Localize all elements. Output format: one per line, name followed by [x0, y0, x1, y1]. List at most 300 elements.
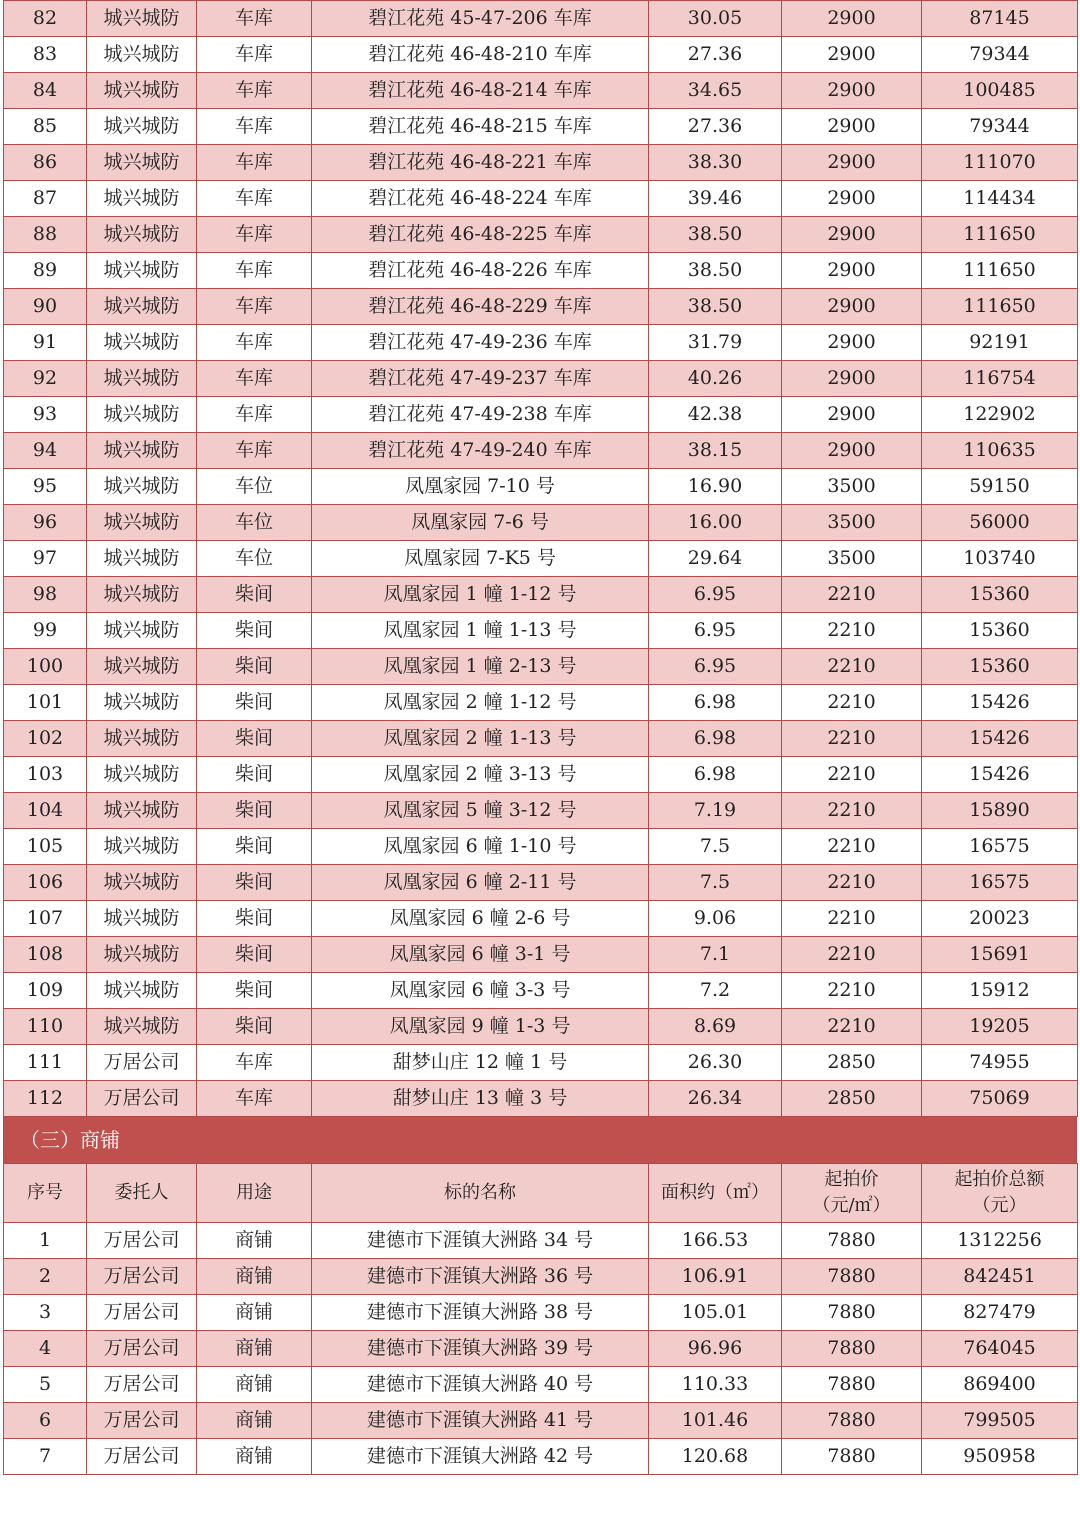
- cell-total: 19205: [922, 1009, 1078, 1045]
- cell-name: 碧江花苑 46-48-221 车库: [312, 145, 649, 181]
- cell-usage: 柴间: [197, 1009, 312, 1045]
- cell-area: 101.46: [649, 1403, 782, 1439]
- cell-total: 15426: [922, 757, 1078, 793]
- cell-price: 2210: [782, 721, 922, 757]
- table-row: [4, 937, 1078, 973]
- cell-total: 15912: [922, 973, 1078, 1009]
- table-row: [4, 1081, 1078, 1117]
- cell-name: 碧江花苑 47-49-240 车库: [312, 433, 649, 469]
- cell-index: 102: [4, 721, 87, 757]
- cell-name: 碧江花苑 46-48-224 车库: [312, 181, 649, 217]
- cell-total: 79344: [922, 109, 1078, 145]
- auction-listing: [3, 0, 1077, 1475]
- cell-total: 15426: [922, 721, 1078, 757]
- cell-price: 7880: [782, 1331, 922, 1367]
- cell-total: 56000: [922, 505, 1078, 541]
- cell-consignor: 万居公司: [87, 1081, 197, 1117]
- cell-index: 82: [4, 1, 87, 37]
- cell-index: 104: [4, 793, 87, 829]
- cell-usage: 柴间: [197, 685, 312, 721]
- cell-usage: 商铺: [197, 1259, 312, 1295]
- cell-area: 27.36: [649, 37, 782, 73]
- cell-usage: 柴间: [197, 721, 312, 757]
- cell-name: 碧江花苑 46-48-210 车库: [312, 37, 649, 73]
- cell-consignor: 城兴城防: [87, 1009, 197, 1045]
- cell-area: 7.1: [649, 937, 782, 973]
- cell-price: 2900: [782, 433, 922, 469]
- cell-consignor: 城兴城防: [87, 253, 197, 289]
- cell-total: 111650: [922, 289, 1078, 325]
- cell-area: 166.53: [649, 1223, 782, 1259]
- cell-consignor: 万居公司: [87, 1259, 197, 1295]
- cell-consignor: 城兴城防: [87, 469, 197, 505]
- cell-name: 碧江花苑 46-48-225 车库: [312, 217, 649, 253]
- cell-total: 100485: [922, 73, 1078, 109]
- cell-name: 建德市下涯镇大洲路 40 号: [312, 1367, 649, 1403]
- cell-index: 106: [4, 865, 87, 901]
- cell-total: 75069: [922, 1081, 1078, 1117]
- table-row: [4, 361, 1078, 397]
- cell-consignor: 万居公司: [87, 1403, 197, 1439]
- cell-name: 凤凰家园 6 幢 1-10 号: [312, 829, 649, 865]
- table-row: [4, 1223, 1078, 1259]
- cell-price: 2210: [782, 613, 922, 649]
- cell-area: 9.06: [649, 901, 782, 937]
- table-row: [4, 289, 1078, 325]
- cell-total: 111650: [922, 217, 1078, 253]
- cell-consignor: 城兴城防: [87, 37, 197, 73]
- cell-consignor: 城兴城防: [87, 829, 197, 865]
- cell-consignor: 城兴城防: [87, 109, 197, 145]
- table-row: [4, 325, 1078, 361]
- cell-price: 2210: [782, 793, 922, 829]
- table-row: [4, 973, 1078, 1009]
- cell-consignor: 万居公司: [87, 1223, 197, 1259]
- cell-total: 111070: [922, 145, 1078, 181]
- header-price-line2: （元/㎡）: [812, 1195, 891, 1216]
- shop-table: [3, 1163, 1078, 1475]
- cell-total: 764045: [922, 1331, 1078, 1367]
- cell-consignor: 万居公司: [87, 1367, 197, 1403]
- cell-price: 7880: [782, 1403, 922, 1439]
- cell-price: 2900: [782, 145, 922, 181]
- cell-area: 7.19: [649, 793, 782, 829]
- header-total-line1: 起拍价总额: [954, 1169, 1045, 1190]
- cell-consignor: 城兴城防: [87, 577, 197, 613]
- table-row: [4, 181, 1078, 217]
- cell-name: 凤凰家园 6 幢 2-11 号: [312, 865, 649, 901]
- cell-name: 凤凰家园 6 幢 3-1 号: [312, 937, 649, 973]
- header-index: 序号: [4, 1164, 87, 1223]
- cell-area: 110.33: [649, 1367, 782, 1403]
- cell-area: 16.00: [649, 505, 782, 541]
- table-row: [4, 1367, 1078, 1403]
- cell-total: 1312256: [922, 1223, 1078, 1259]
- cell-consignor: 城兴城防: [87, 541, 197, 577]
- cell-usage: 商铺: [197, 1439, 312, 1475]
- cell-price: 2210: [782, 829, 922, 865]
- cell-area: 27.36: [649, 109, 782, 145]
- cell-total: 103740: [922, 541, 1078, 577]
- cell-price: 2850: [782, 1081, 922, 1117]
- cell-area: 7.5: [649, 865, 782, 901]
- table-row: [4, 1259, 1078, 1295]
- cell-name: 凤凰家园 2 幢 3-13 号: [312, 757, 649, 793]
- cell-price: 2900: [782, 361, 922, 397]
- cell-name: 凤凰家园 7-K5 号: [312, 541, 649, 577]
- cell-price: 2900: [782, 397, 922, 433]
- cell-index: 105: [4, 829, 87, 865]
- cell-consignor: 城兴城防: [87, 1, 197, 37]
- cell-name: 建德市下涯镇大洲路 41 号: [312, 1403, 649, 1439]
- garage-table: [3, 0, 1078, 1117]
- cell-area: 6.98: [649, 757, 782, 793]
- cell-consignor: 城兴城防: [87, 937, 197, 973]
- cell-area: 39.46: [649, 181, 782, 217]
- cell-usage: 商铺: [197, 1367, 312, 1403]
- cell-area: 40.26: [649, 361, 782, 397]
- table-row: [4, 433, 1078, 469]
- table-row: [4, 217, 1078, 253]
- table-row: [4, 1045, 1078, 1081]
- cell-price: 3500: [782, 505, 922, 541]
- cell-name: 碧江花苑 47-49-236 车库: [312, 325, 649, 361]
- cell-total: 15360: [922, 613, 1078, 649]
- cell-name: 碧江花苑 45-47-206 车库: [312, 1, 649, 37]
- cell-index: 93: [4, 397, 87, 433]
- cell-total: 87145: [922, 1, 1078, 37]
- cell-area: 7.5: [649, 829, 782, 865]
- table-row: [4, 1403, 1078, 1439]
- header-usage: 用途: [197, 1164, 312, 1223]
- cell-index: 111: [4, 1045, 87, 1081]
- table-row: [4, 721, 1078, 757]
- table-row: [4, 793, 1078, 829]
- cell-total: 950958: [922, 1439, 1078, 1475]
- table-row: [4, 757, 1078, 793]
- cell-area: 6.95: [649, 613, 782, 649]
- cell-index: 98: [4, 577, 87, 613]
- cell-index: 94: [4, 433, 87, 469]
- table-row: [4, 145, 1078, 181]
- cell-total: 842451: [922, 1259, 1078, 1295]
- cell-name: 甜梦山庄 12 幢 1 号: [312, 1045, 649, 1081]
- cell-consignor: 万居公司: [87, 1045, 197, 1081]
- header-price: [782, 1164, 922, 1223]
- cell-area: 31.79: [649, 325, 782, 361]
- cell-usage: 车库: [197, 361, 312, 397]
- cell-consignor: 城兴城防: [87, 217, 197, 253]
- cell-index: 95: [4, 469, 87, 505]
- cell-name: 碧江花苑 47-49-238 车库: [312, 397, 649, 433]
- cell-consignor: 万居公司: [87, 1439, 197, 1475]
- cell-price: 2900: [782, 325, 922, 361]
- cell-price: 2210: [782, 1009, 922, 1045]
- cell-consignor: 城兴城防: [87, 505, 197, 541]
- cell-usage: 商铺: [197, 1331, 312, 1367]
- header-price-line1: 起拍价: [824, 1169, 879, 1190]
- cell-index: 92: [4, 361, 87, 397]
- cell-total: 111650: [922, 253, 1078, 289]
- cell-usage: 柴间: [197, 937, 312, 973]
- cell-consignor: 万居公司: [87, 1331, 197, 1367]
- cell-area: 105.01: [649, 1295, 782, 1331]
- cell-usage: 商铺: [197, 1295, 312, 1331]
- cell-total: 16575: [922, 829, 1078, 865]
- table-row: [4, 1009, 1078, 1045]
- cell-index: 2: [4, 1259, 87, 1295]
- cell-name: 凤凰家园 2 幢 1-13 号: [312, 721, 649, 757]
- cell-price: 2900: [782, 217, 922, 253]
- cell-name: 凤凰家园 5 幢 3-12 号: [312, 793, 649, 829]
- cell-area: 26.30: [649, 1045, 782, 1081]
- cell-consignor: 城兴城防: [87, 757, 197, 793]
- table-row: [4, 1, 1078, 37]
- cell-index: 86: [4, 145, 87, 181]
- cell-consignor: 城兴城防: [87, 289, 197, 325]
- cell-usage: 车库: [197, 397, 312, 433]
- cell-price: 7880: [782, 1367, 922, 1403]
- cell-index: 101: [4, 685, 87, 721]
- table-row: [4, 1331, 1078, 1367]
- cell-name: 凤凰家园 6 幢 3-3 号: [312, 973, 649, 1009]
- table-row: [4, 649, 1078, 685]
- cell-price: 2900: [782, 253, 922, 289]
- cell-area: 6.95: [649, 649, 782, 685]
- cell-index: 83: [4, 37, 87, 73]
- cell-total: 116754: [922, 361, 1078, 397]
- table-row: [4, 253, 1078, 289]
- cell-area: 38.50: [649, 253, 782, 289]
- cell-consignor: 城兴城防: [87, 397, 197, 433]
- cell-consignor: 城兴城防: [87, 181, 197, 217]
- cell-area: 96.96: [649, 1331, 782, 1367]
- cell-usage: 商铺: [197, 1223, 312, 1259]
- table-row: [4, 541, 1078, 577]
- cell-usage: 车库: [197, 109, 312, 145]
- header-total-line2: （元）: [972, 1195, 1027, 1216]
- cell-total: 16575: [922, 865, 1078, 901]
- table-row: [4, 73, 1078, 109]
- cell-price: 2210: [782, 865, 922, 901]
- table-row: [4, 469, 1078, 505]
- cell-name: 碧江花苑 46-48-226 车库: [312, 253, 649, 289]
- cell-price: 2900: [782, 181, 922, 217]
- cell-area: 29.64: [649, 541, 782, 577]
- cell-area: 42.38: [649, 397, 782, 433]
- cell-name: 碧江花苑 46-48-214 车库: [312, 73, 649, 109]
- cell-name: 凤凰家园 6 幢 2-6 号: [312, 901, 649, 937]
- cell-index: 100: [4, 649, 87, 685]
- cell-price: 2210: [782, 937, 922, 973]
- cell-area: 38.50: [649, 217, 782, 253]
- cell-price: 2210: [782, 973, 922, 1009]
- cell-usage: 车库: [197, 1045, 312, 1081]
- cell-area: 26.34: [649, 1081, 782, 1117]
- table-row: [4, 505, 1078, 541]
- cell-total: 15691: [922, 937, 1078, 973]
- cell-total: 20023: [922, 901, 1078, 937]
- cell-area: 7.2: [649, 973, 782, 1009]
- cell-usage: 柴间: [197, 865, 312, 901]
- cell-usage: 柴间: [197, 613, 312, 649]
- cell-usage: 柴间: [197, 757, 312, 793]
- cell-index: 109: [4, 973, 87, 1009]
- table-row: [4, 1295, 1078, 1331]
- cell-consignor: 城兴城防: [87, 649, 197, 685]
- cell-name: 甜梦山庄 13 幢 3 号: [312, 1081, 649, 1117]
- cell-total: 59150: [922, 469, 1078, 505]
- cell-usage: 柴间: [197, 577, 312, 613]
- cell-price: 2900: [782, 37, 922, 73]
- table-row: [4, 829, 1078, 865]
- cell-area: 34.65: [649, 73, 782, 109]
- cell-name: 建德市下涯镇大洲路 42 号: [312, 1439, 649, 1475]
- cell-total: 869400: [922, 1367, 1078, 1403]
- cell-usage: 商铺: [197, 1403, 312, 1439]
- section-title-shops: （三）商铺: [3, 1117, 1077, 1163]
- cell-total: 74955: [922, 1045, 1078, 1081]
- cell-index: 87: [4, 181, 87, 217]
- cell-price: 3500: [782, 541, 922, 577]
- table-row: [4, 901, 1078, 937]
- cell-consignor: 城兴城防: [87, 973, 197, 1009]
- cell-total: 114434: [922, 181, 1078, 217]
- table-row: [4, 1439, 1078, 1475]
- cell-consignor: 城兴城防: [87, 865, 197, 901]
- header-name: 标的名称: [312, 1164, 649, 1223]
- cell-usage: 车库: [197, 37, 312, 73]
- cell-index: 96: [4, 505, 87, 541]
- cell-index: 108: [4, 937, 87, 973]
- cell-consignor: 城兴城防: [87, 901, 197, 937]
- cell-index: 1: [4, 1223, 87, 1259]
- cell-index: 91: [4, 325, 87, 361]
- cell-area: 16.90: [649, 469, 782, 505]
- cell-name: 凤凰家园 1 幢 1-13 号: [312, 613, 649, 649]
- shop-table-body: [4, 1223, 1078, 1475]
- header-area: 面积约（㎡）: [649, 1164, 782, 1223]
- cell-price: 2210: [782, 649, 922, 685]
- table-row: [4, 37, 1078, 73]
- cell-usage: 车库: [197, 433, 312, 469]
- cell-usage: 柴间: [197, 829, 312, 865]
- cell-total: 15360: [922, 649, 1078, 685]
- cell-total: 799505: [922, 1403, 1078, 1439]
- cell-area: 38.30: [649, 145, 782, 181]
- cell-total: 15890: [922, 793, 1078, 829]
- cell-area: 30.05: [649, 1, 782, 37]
- cell-index: 89: [4, 253, 87, 289]
- cell-name: 凤凰家园 2 幢 1-12 号: [312, 685, 649, 721]
- cell-area: 6.98: [649, 685, 782, 721]
- shop-table-header: [4, 1164, 1078, 1223]
- cell-consignor: 城兴城防: [87, 685, 197, 721]
- cell-usage: 车位: [197, 541, 312, 577]
- table-row: [4, 577, 1078, 613]
- cell-index: 97: [4, 541, 87, 577]
- cell-area: 120.68: [649, 1439, 782, 1475]
- cell-name: 凤凰家园 1 幢 2-13 号: [312, 649, 649, 685]
- cell-usage: 车库: [197, 253, 312, 289]
- cell-usage: 车库: [197, 181, 312, 217]
- cell-index: 6: [4, 1403, 87, 1439]
- cell-consignor: 城兴城防: [87, 73, 197, 109]
- cell-name: 碧江花苑 47-49-237 车库: [312, 361, 649, 397]
- cell-price: 2850: [782, 1045, 922, 1081]
- cell-index: 3: [4, 1295, 87, 1331]
- cell-index: 99: [4, 613, 87, 649]
- cell-usage: 车库: [197, 1081, 312, 1117]
- cell-usage: 车库: [197, 1, 312, 37]
- cell-consignor: 城兴城防: [87, 613, 197, 649]
- cell-price: 2210: [782, 757, 922, 793]
- cell-name: 凤凰家园 1 幢 1-12 号: [312, 577, 649, 613]
- cell-price: 2210: [782, 901, 922, 937]
- cell-usage: 车位: [197, 505, 312, 541]
- cell-name: 建德市下涯镇大洲路 34 号: [312, 1223, 649, 1259]
- cell-total: 79344: [922, 37, 1078, 73]
- cell-area: 106.91: [649, 1259, 782, 1295]
- cell-usage: 柴间: [197, 973, 312, 1009]
- cell-total: 110635: [922, 433, 1078, 469]
- header-total: [922, 1164, 1078, 1223]
- cell-index: 103: [4, 757, 87, 793]
- cell-area: 6.98: [649, 721, 782, 757]
- garage-table-body: [4, 1, 1078, 1117]
- cell-index: 7: [4, 1439, 87, 1475]
- cell-index: 110: [4, 1009, 87, 1045]
- cell-usage: 车库: [197, 145, 312, 181]
- cell-name: 凤凰家园 7-10 号: [312, 469, 649, 505]
- cell-name: 凤凰家园 9 幢 1-3 号: [312, 1009, 649, 1045]
- cell-price: 7880: [782, 1223, 922, 1259]
- cell-index: 112: [4, 1081, 87, 1117]
- cell-price: 7880: [782, 1439, 922, 1475]
- cell-usage: 车位: [197, 469, 312, 505]
- table-row: [4, 685, 1078, 721]
- cell-name: 建德市下涯镇大洲路 38 号: [312, 1295, 649, 1331]
- cell-consignor: 城兴城防: [87, 325, 197, 361]
- cell-consignor: 城兴城防: [87, 361, 197, 397]
- cell-name: 建德市下涯镇大洲路 39 号: [312, 1331, 649, 1367]
- cell-consignor: 城兴城防: [87, 721, 197, 757]
- cell-price: 2900: [782, 1, 922, 37]
- cell-area: 6.95: [649, 577, 782, 613]
- cell-consignor: 城兴城防: [87, 145, 197, 181]
- cell-area: 38.15: [649, 433, 782, 469]
- cell-name: 建德市下涯镇大洲路 36 号: [312, 1259, 649, 1295]
- cell-usage: 车库: [197, 325, 312, 361]
- cell-name: 碧江花苑 46-48-215 车库: [312, 109, 649, 145]
- table-row: [4, 865, 1078, 901]
- cell-usage: 柴间: [197, 649, 312, 685]
- cell-consignor: 万居公司: [87, 1295, 197, 1331]
- cell-usage: 车库: [197, 73, 312, 109]
- cell-price: 2210: [782, 685, 922, 721]
- cell-consignor: 城兴城防: [87, 433, 197, 469]
- table-row: [4, 613, 1078, 649]
- cell-usage: 柴间: [197, 793, 312, 829]
- cell-price: 2210: [782, 577, 922, 613]
- cell-usage: 柴间: [197, 901, 312, 937]
- cell-index: 85: [4, 109, 87, 145]
- cell-area: 8.69: [649, 1009, 782, 1045]
- cell-total: 15360: [922, 577, 1078, 613]
- cell-index: 84: [4, 73, 87, 109]
- cell-price: 7880: [782, 1295, 922, 1331]
- cell-index: 107: [4, 901, 87, 937]
